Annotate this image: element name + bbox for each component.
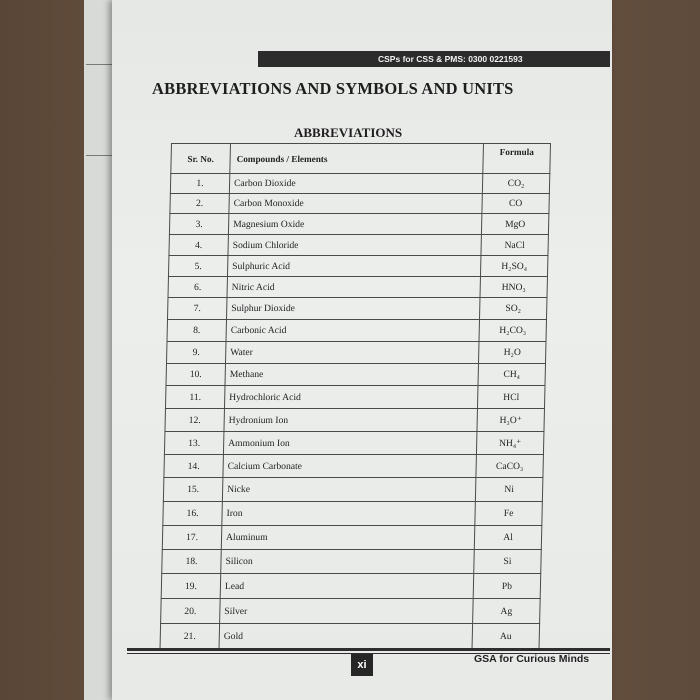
compound-cell: Nicke: [222, 478, 476, 502]
compound-cell: Carbon Monoxide: [229, 194, 482, 214]
table-header-row: [171, 144, 551, 174]
table-row: [165, 386, 545, 409]
table-row: [163, 502, 543, 526]
header-compounds: Compounds / Elements: [230, 144, 484, 174]
sr-no-cell: 18.: [162, 550, 222, 574]
table-row: [166, 342, 545, 364]
sr-no-cell: 17.: [162, 526, 222, 550]
table-row: [168, 256, 547, 277]
compound-cell: Carbonic Acid: [226, 320, 479, 342]
table-row: [164, 432, 544, 455]
formula-cell: Si: [474, 550, 542, 574]
compound-cell: Ammonium Ion: [223, 432, 477, 455]
table-row: [161, 574, 541, 599]
sr-no-cell: 7.: [167, 298, 226, 320]
table-row: [161, 599, 541, 624]
sr-no-cell: 4.: [169, 235, 228, 256]
sr-no-cell: 6.: [168, 277, 227, 298]
compound-cell: Sulphuric Acid: [227, 256, 480, 277]
sr-no-cell: 9.: [166, 342, 225, 364]
compound-cell: Silicon: [221, 550, 475, 574]
table-row: [160, 624, 540, 649]
formula-cell: H₃O⁺: [477, 409, 545, 432]
compound-cell: Magnesium Oxide: [228, 214, 481, 235]
table-row: [165, 409, 545, 432]
sr-no-cell: 10.: [166, 364, 225, 386]
table-row: [168, 277, 547, 298]
table-row: [170, 194, 549, 214]
page-title: ABBREVIATIONS AND SYMBOLS AND UNITS: [152, 79, 514, 98]
formula-cell: Fe: [475, 502, 543, 526]
formula-cell: Al: [474, 526, 542, 550]
formula-cell: CH₄: [478, 364, 545, 386]
table-body: [160, 174, 550, 649]
compound-cell: Carbon Dioxide: [229, 174, 482, 194]
formula-cell: H₂O: [478, 342, 545, 364]
sr-no-cell: 19.: [161, 574, 221, 599]
compound-cell: Aluminum: [221, 526, 475, 550]
header-contact-bar: CSPs for CSS & PMS: 0300 0221593: [258, 51, 610, 67]
compound-cell: Lead: [220, 574, 474, 599]
table-row: [169, 235, 548, 256]
compound-cell: Sulphur Dioxide: [226, 298, 479, 320]
footer-rule: [127, 648, 610, 651]
sr-no-cell: 3.: [169, 214, 228, 235]
formula-cell: HNO₃: [480, 277, 547, 298]
sr-no-cell: 8.: [167, 320, 226, 342]
compound-cell: Nitric Acid: [227, 277, 480, 298]
table-row: [167, 298, 546, 320]
sr-no-cell: 16.: [163, 502, 223, 526]
sr-no-cell: 20.: [161, 599, 221, 624]
formula-cell: MgO: [481, 214, 548, 235]
table-row: [162, 526, 542, 550]
formula-cell: NaCl: [481, 235, 548, 256]
table-row: [170, 174, 549, 194]
sr-no-cell: 12.: [165, 409, 225, 432]
table-row: [169, 214, 548, 235]
formula-cell: CO₂: [482, 174, 549, 194]
page-number: xi: [351, 654, 373, 676]
section-title: ABBREVIATIONS: [294, 125, 403, 140]
table-row: [166, 364, 545, 386]
sr-no-cell: 5.: [168, 256, 227, 277]
formula-cell: CO: [482, 194, 549, 214]
formula-cell: Pb: [473, 574, 541, 599]
compound-cell: Hydronium Ion: [224, 409, 478, 432]
formula-cell: H₂SO₄: [480, 256, 547, 277]
formula-cell: NH₄⁺: [476, 432, 544, 455]
sr-no-cell: 13.: [164, 432, 224, 455]
formula-cell: Au: [472, 624, 540, 649]
sr-no-cell: 1.: [170, 174, 229, 194]
compound-cell: Methane: [225, 364, 478, 386]
sr-no-cell: 11.: [165, 386, 225, 409]
sr-no-cell: 21.: [160, 624, 220, 649]
table-row: [162, 550, 542, 574]
sr-no-cell: 15.: [163, 478, 223, 502]
compound-cell: Iron: [222, 502, 476, 526]
sr-no-cell: 2.: [170, 194, 229, 214]
formula-cell: SO₂: [479, 298, 546, 320]
compound-cell: Silver: [220, 599, 474, 624]
formula-cell: H₂CO₃: [479, 320, 546, 342]
sr-no-cell: 14.: [164, 455, 224, 478]
table-row: [167, 320, 546, 342]
table-row: [164, 455, 544, 478]
left-page-table-fragment: [86, 64, 115, 156]
compound-cell: Gold: [219, 624, 473, 649]
compound-cell: Sodium Chloride: [228, 235, 481, 256]
compound-cell: Calcium Carbonate: [223, 455, 477, 478]
abbreviations-table-wrapper: [160, 143, 551, 642]
formula-cell: CaCO₃: [476, 455, 544, 478]
formula-cell: Ni: [475, 478, 543, 502]
compound-cell: Hydrochloric Acid: [224, 386, 478, 409]
formula-cell: Ag: [473, 599, 541, 624]
formula-cell: HCl: [477, 386, 545, 409]
header-formula: Formula: [483, 144, 551, 174]
header-sr-no: Sr. No.: [171, 144, 231, 174]
abbreviations-table: [160, 143, 551, 649]
book-title: GSA for Curious Minds: [474, 653, 590, 665]
table-row: [163, 478, 543, 502]
compound-cell: Water: [225, 342, 478, 364]
